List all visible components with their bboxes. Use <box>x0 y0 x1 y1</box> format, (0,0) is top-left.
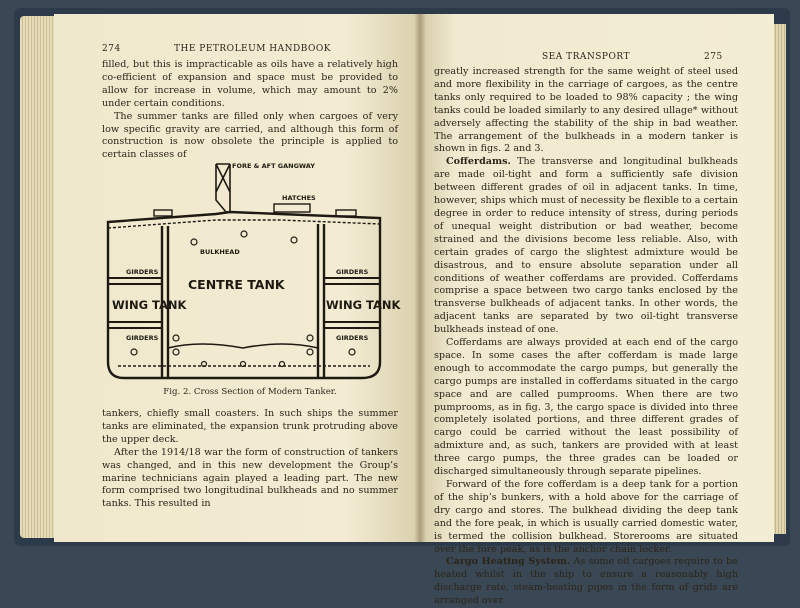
paragraph-heating <box>434 556 738 608</box>
left-page <box>54 14 420 542</box>
paragraph-text: The transverse and longitudinal bulkheads are made oil-tight and form a sufficiently safe division between different grades of oil in adjacent tanks. In time, however, ships which must of necessity be flexible to a certain degree in order to reduce intensity of stress, during periods of unequal weight distribution or bad weather, become strained and the divisions become less reliable. Also, with certain grades of cargo the slightest admixture would be disastrous, and to ensure absolute separation under all conditions of weather cofferdams are provided. Cofferdams comprise a space between two cargo tanks enclosed by the transverse bulkheads of adjacent tanks. In other words, the adjacent tanks are separated by two oil-tight transverse bulkheads instead of one. <box>434 156 738 336</box>
left-page-number: 274 <box>102 44 121 54</box>
section-heading: Cargo Heating System. <box>446 556 571 568</box>
paragraph: The summer tanks are filled only when cargoes of very low specific gravity are carried, and although this form of construction is now obsolete the principle is applied to certain classes of <box>102 110 398 161</box>
open-book <box>14 6 794 607</box>
paragraph: Forward of the fore cofferdam is a deep tank for a portion of the ship’s bunkers, with a hold above for the carriage of dry cargo and stores. The bulkhead dividing the deep tank and the fore peak, in which is usually carried domestic water, is termed the collision bulkhead. Storerooms are situated over the fore peak, as is the anchor chain locker. <box>434 479 738 555</box>
right-page <box>420 14 774 607</box>
left-text-bottom <box>102 408 398 511</box>
paragraph-cofferdams <box>434 156 738 337</box>
label-girders-upper-left: GIRDERS <box>126 268 159 276</box>
paragraph: greatly increased strength for the same weight of steel used and more flexibility in the carriage of cargoes, as the centre tanks only required to be loaded to 98% capacity ; the wing tanks could be loaded similarly to any desired ullage* without adversely affecting the stability of the ship in bad weather. The arrangement of the bulkheads in a modern tanker is shown in figs. 2 and 3. <box>434 66 738 155</box>
paragraph: filled, but this is impracticable as oils have a relatively high co-efficient of expansion and space must be provided to allow for increase in volume, which may amount to 2% under certain conditions. <box>102 59 398 109</box>
label-hatches: HATCHES <box>282 194 316 202</box>
paragraph: tankers, chiefly small coasters. In such ships the summer tanks are eliminated, the expansion trunk protruding above the upper deck. <box>102 408 398 445</box>
figure-caption: Fig. 2. Cross Section of Modern Tanker. <box>163 387 337 397</box>
right-page-number: 275 <box>704 52 723 62</box>
label-girders-lower-left: GIRDERS <box>126 334 159 342</box>
paragraph: Cofferdams are always provided at each end of the cargo space. In some cases the after cofferdam is made large enough to accommodate the cargo pumps, but generally the cargo pumps are installed in cofferdams situated in the cargo space and are called pumprooms. When there are two pumprooms, as in fig. 3, the cargo space is divided into three completely isolated portions, and three different grades of cargo could be carried without the least possibility of admixture and, as such, tankers are provided with at least three cargo pumps, the three grades can be loaded or discharged simultaneously through separate pipelines. <box>434 337 738 478</box>
right-running-head: SEA TRANSPORT <box>542 52 630 62</box>
label-bulkhead: BULKHEAD <box>200 248 240 256</box>
left-text-top <box>102 59 398 162</box>
label-wing-tank-right: WING TANK <box>326 298 401 312</box>
book-gutter <box>414 14 426 542</box>
label-wing-tank-left: WING TANK <box>112 298 187 312</box>
paragraph: After the 1914/18 war the form of construction of tankers was changed, and in this new development the Group’s marine technicians again played a leading part. The new form comprised two longitudinal bulkheads and no summer tanks. This resulted in <box>102 446 398 510</box>
tanker-cross-section-diagram <box>104 152 401 384</box>
label-girders-lower-right: GIRDERS <box>336 334 369 342</box>
label-centre-tank: CENTRE TANK <box>188 277 285 292</box>
paragraph-text: As some oil cargoes require to be heated whilst in the ship to ensure a reasonably high discharge rate, steam-heating pipes in the form of grids are arranged over <box>434 556 738 607</box>
left-running-head: THE PETROLEUM HANDBOOK <box>174 44 331 54</box>
right-text <box>434 66 738 608</box>
label-gangway: FORE & AFT GANGWAY <box>232 162 315 170</box>
section-heading: Cofferdams. <box>446 156 511 168</box>
label-girders-upper-right: GIRDERS <box>336 268 369 276</box>
